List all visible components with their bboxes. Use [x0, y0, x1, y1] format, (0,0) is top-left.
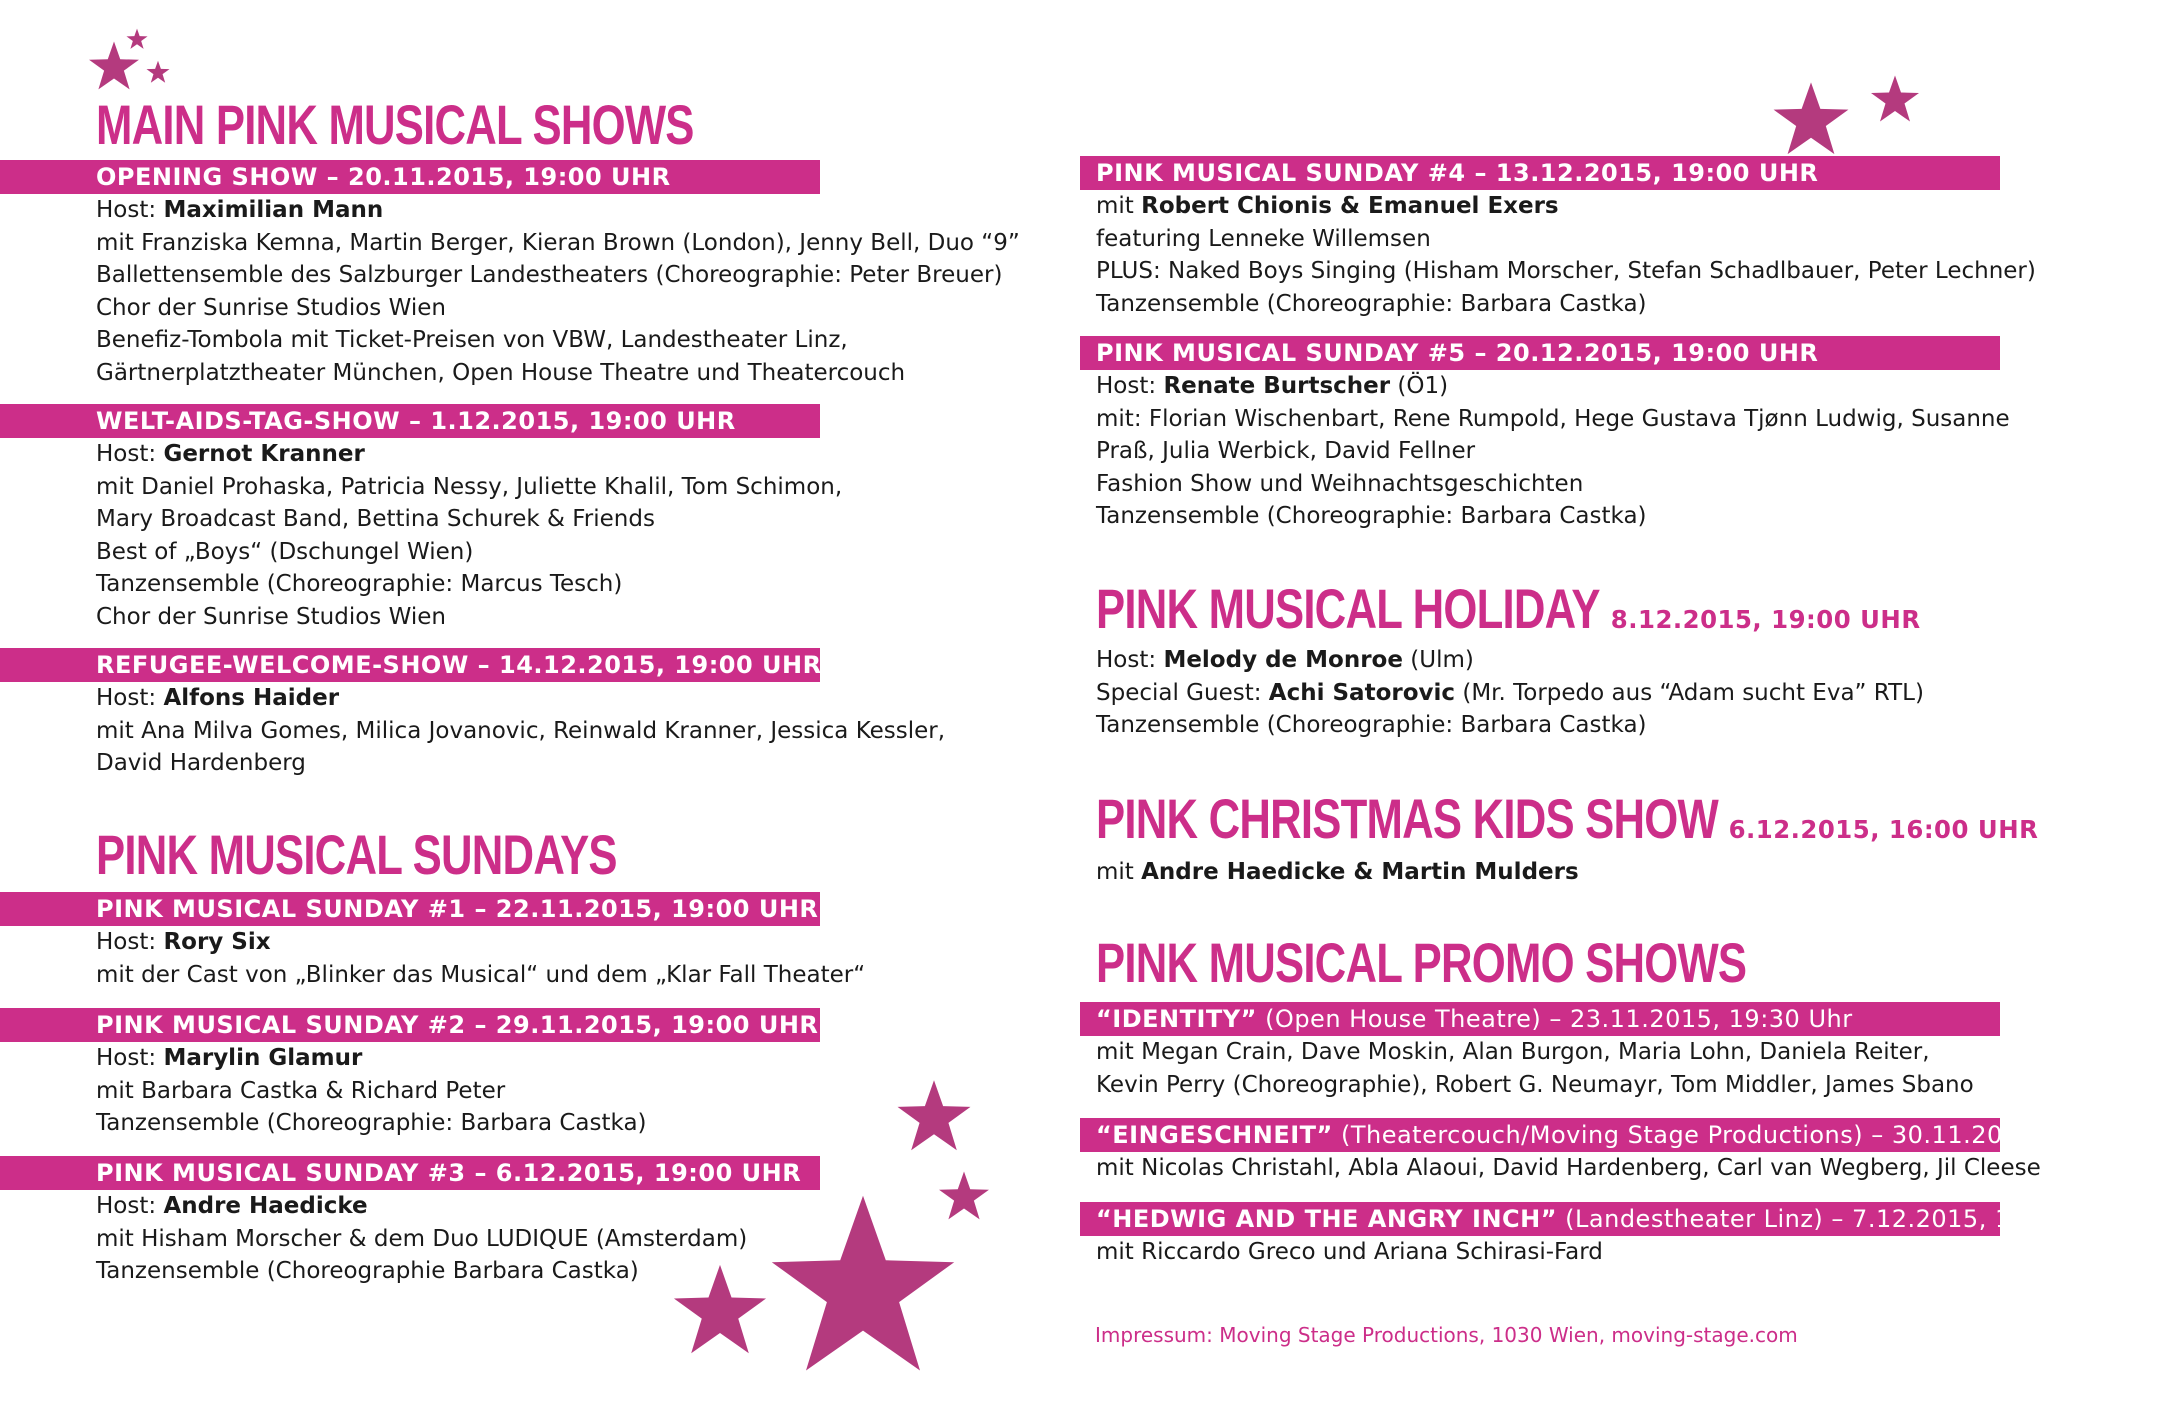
section-bar: PINK MUSICAL SUNDAY #5 – 20.12.2015, 19:00 UHR	[1080, 336, 2000, 370]
text-line: Best of „Boys“ (Dschungel Wien)	[96, 538, 474, 565]
text-line: PLUS: Naked Boys Singing (Hisham Morscher, Stefan Schadlbauer, Peter Lechner)	[1096, 258, 2036, 284]
holiday-title: PINK MUSICAL HOLIDAY	[1096, 577, 1600, 640]
host-line: mit Robert Chionis & Emanuel Exers	[1096, 193, 1559, 219]
sunday-1	[0, 892, 865, 991]
host-line: Host: Maximilian Mann	[96, 197, 384, 223]
text-line: Benefiz-Tombola mit Ticket-Preisen von VBW, Landestheater Linz,	[96, 327, 848, 353]
text-line: mit Riccardo Greco und Ariana Schirasi-Fard	[1096, 1239, 1603, 1265]
text-line: Tanzensemble (Choreographie Barbara Castka)	[96, 1258, 639, 1284]
host-line: Host: Renate Burtscher (Ö1)	[1096, 373, 1449, 399]
section-bar: “HEDWIG AND THE ANGRY INCH” (Landestheater Linz) – 7.12.2015, 19:30 Uhr	[1080, 1202, 2000, 1236]
sunday-3	[0, 1156, 820, 1288]
section-bar: PINK MUSICAL SUNDAY #2 – 29.11.2015, 19:00 UHR	[0, 1008, 820, 1042]
host-line: Host: Gernot Kranner	[96, 441, 365, 467]
kids-date: 6.12.2015, 16:00 UHR	[1728, 815, 2039, 844]
text-line: Tanzensemble (Choreographie: Barbara Castka)	[1096, 503, 1647, 529]
sunday-5	[1080, 336, 2010, 533]
kids-title: PINK CHRISTMAS KIDS SHOW	[1096, 787, 1718, 850]
text-line: Tanzensemble (Choreographie: Barbara Castka)	[96, 1110, 647, 1136]
main-shows-heading: MAIN PINK MUSICAL SHOWS	[96, 93, 694, 156]
text-line: mit Ana Milva Gomes, Milica Jovanovic, Reinwald Kranner, Jessica Kessler,	[96, 717, 946, 744]
text-line: Praß, Julia Werbick, David Fellner	[1096, 438, 1476, 464]
refugee-welcome-show	[0, 648, 945, 780]
text-line: mit Andre Haedicke & Martin Mulders	[1096, 859, 1579, 885]
host-line: Host: Rory Six	[96, 929, 271, 955]
guest-line: Special Guest: Achi Satorovic (Mr. Torpedo aus “Adam sucht Eva” RTL)	[1096, 679, 1924, 706]
text-line: mit der Cast von „Blinker das Musical“ und dem „Klar Fall Theater“	[96, 961, 866, 988]
text-line: Mary Broadcast Band, Bettina Schurek & Friends	[96, 506, 655, 532]
star-icon	[1772, 80, 1850, 158]
text-line: Kevin Perry (Choreographie), Robert G. Neumayr, Tom Middler, James Sbano	[1096, 1071, 1974, 1098]
text-line: Gärtnerplatztheater München, Open House Theatre und Theatercouch	[96, 359, 906, 386]
text-line: mit Hisham Morscher & dem Duo LUDIQUE (Amsterdam)	[96, 1225, 748, 1252]
kids-details	[1096, 856, 1579, 889]
promo-heading: PINK MUSICAL PROMO SHOWS	[1096, 931, 1747, 994]
kids-heading	[1096, 786, 2039, 851]
section-bar: PINK MUSICAL SUNDAY #1 – 22.11.2015, 19:00 UHR	[0, 892, 820, 926]
text-line: mit Daniel Prohaska, Patricia Nessy, Juliette Khalil, Tom Schimon,	[96, 473, 843, 500]
promo-identity	[1080, 1002, 2000, 1101]
opening-show	[0, 160, 1020, 389]
section-bar: REFUGEE-WELCOME-SHOW – 14.12.2015, 19:00 UHR	[0, 648, 820, 682]
text-line: Ballettensemble des Salzburger Landestheaters (Choreographie: Peter Breuer)	[96, 262, 1003, 288]
text-line: Tanzensemble (Choreographie: Marcus Tesch)	[96, 571, 623, 597]
section-bar: “IDENTITY” (Open House Theatre) – 23.11.2015, 19:30 Uhr	[1080, 1002, 2000, 1036]
section-bar: PINK MUSICAL SUNDAY #4 – 13.12.2015, 19:00 UHR	[1080, 156, 2000, 190]
star-icon	[146, 60, 170, 84]
promo-eingeschneit	[1080, 1118, 2175, 1185]
holiday-heading	[1096, 576, 1921, 641]
star-icon	[896, 1078, 972, 1154]
welt-aids-tag-show	[0, 404, 842, 633]
section-bar: OPENING SHOW – 20.11.2015, 19:00 UHR	[0, 160, 820, 194]
section-bar: PINK MUSICAL SUNDAY #3 – 6.12.2015, 19:00 UHR	[0, 1156, 820, 1190]
section-bar: “EINGESCHNEIT” (Theatercouch/Moving Stage Productions) – 30.11.2015, 19:30 Uhr	[1080, 1118, 2000, 1152]
sundays-heading: PINK MUSICAL SUNDAYS	[96, 823, 617, 886]
sunday-2	[0, 1008, 820, 1140]
text-line: Chor der Sunrise Studios Wien	[96, 294, 446, 321]
text-line: mit Franziska Kemna, Martin Berger, Kieran Brown (London), Jenny Bell, Duo “9”	[96, 229, 1020, 256]
promo-hedwig	[1080, 1202, 2119, 1269]
holiday-details	[1096, 644, 1924, 742]
text-line: Tanzensemble (Choreographie: Barbara Castka)	[1096, 712, 1647, 738]
text-line: mit Megan Crain, Dave Moskin, Alan Burgon, Maria Lohn, Daniela Reiter,	[1096, 1039, 1930, 1065]
section-bar: WELT-AIDS-TAG-SHOW – 1.12.2015, 19:00 UHR	[0, 404, 820, 438]
host-line: Host: Andre Haedicke	[96, 1193, 368, 1219]
text-line: Chor der Sunrise Studios Wien	[96, 603, 446, 630]
host-line: Host: Melody de Monroe (Ulm)	[1096, 647, 1474, 673]
text-line: featuring Lenneke Willemsen	[1096, 225, 1431, 252]
text-line: Fashion Show und Weihnachtsgeschichten	[1096, 470, 1584, 497]
host-line: Host: Marylin Glamur	[96, 1045, 363, 1071]
star-icon	[1870, 74, 1920, 124]
host-line: Host: Alfons Haider	[96, 685, 340, 711]
text-line: mit Nicolas Christahl, Abla Alaoui, David Hardenberg, Carl van Wegberg, Jil Cleese	[1096, 1155, 2041, 1181]
text-line: Tanzensemble (Choreographie: Barbara Castka)	[1096, 290, 1647, 317]
star-icon	[126, 28, 148, 50]
holiday-date: 8.12.2015, 19:00 UHR	[1610, 605, 1921, 634]
text-line: David Hardenberg	[96, 750, 306, 776]
sunday-4	[1080, 156, 2036, 320]
impressum: Impressum: Moving Stage Productions, 1030 Wien, moving-stage.com	[1095, 1323, 1798, 1347]
text-line: mit: Florian Wischenbart, Rene Rumpold, Hege Gustava Tjønn Ludwig, Susanne	[1096, 405, 2010, 432]
text-line: mit Barbara Castka & Richard Peter	[96, 1077, 506, 1104]
